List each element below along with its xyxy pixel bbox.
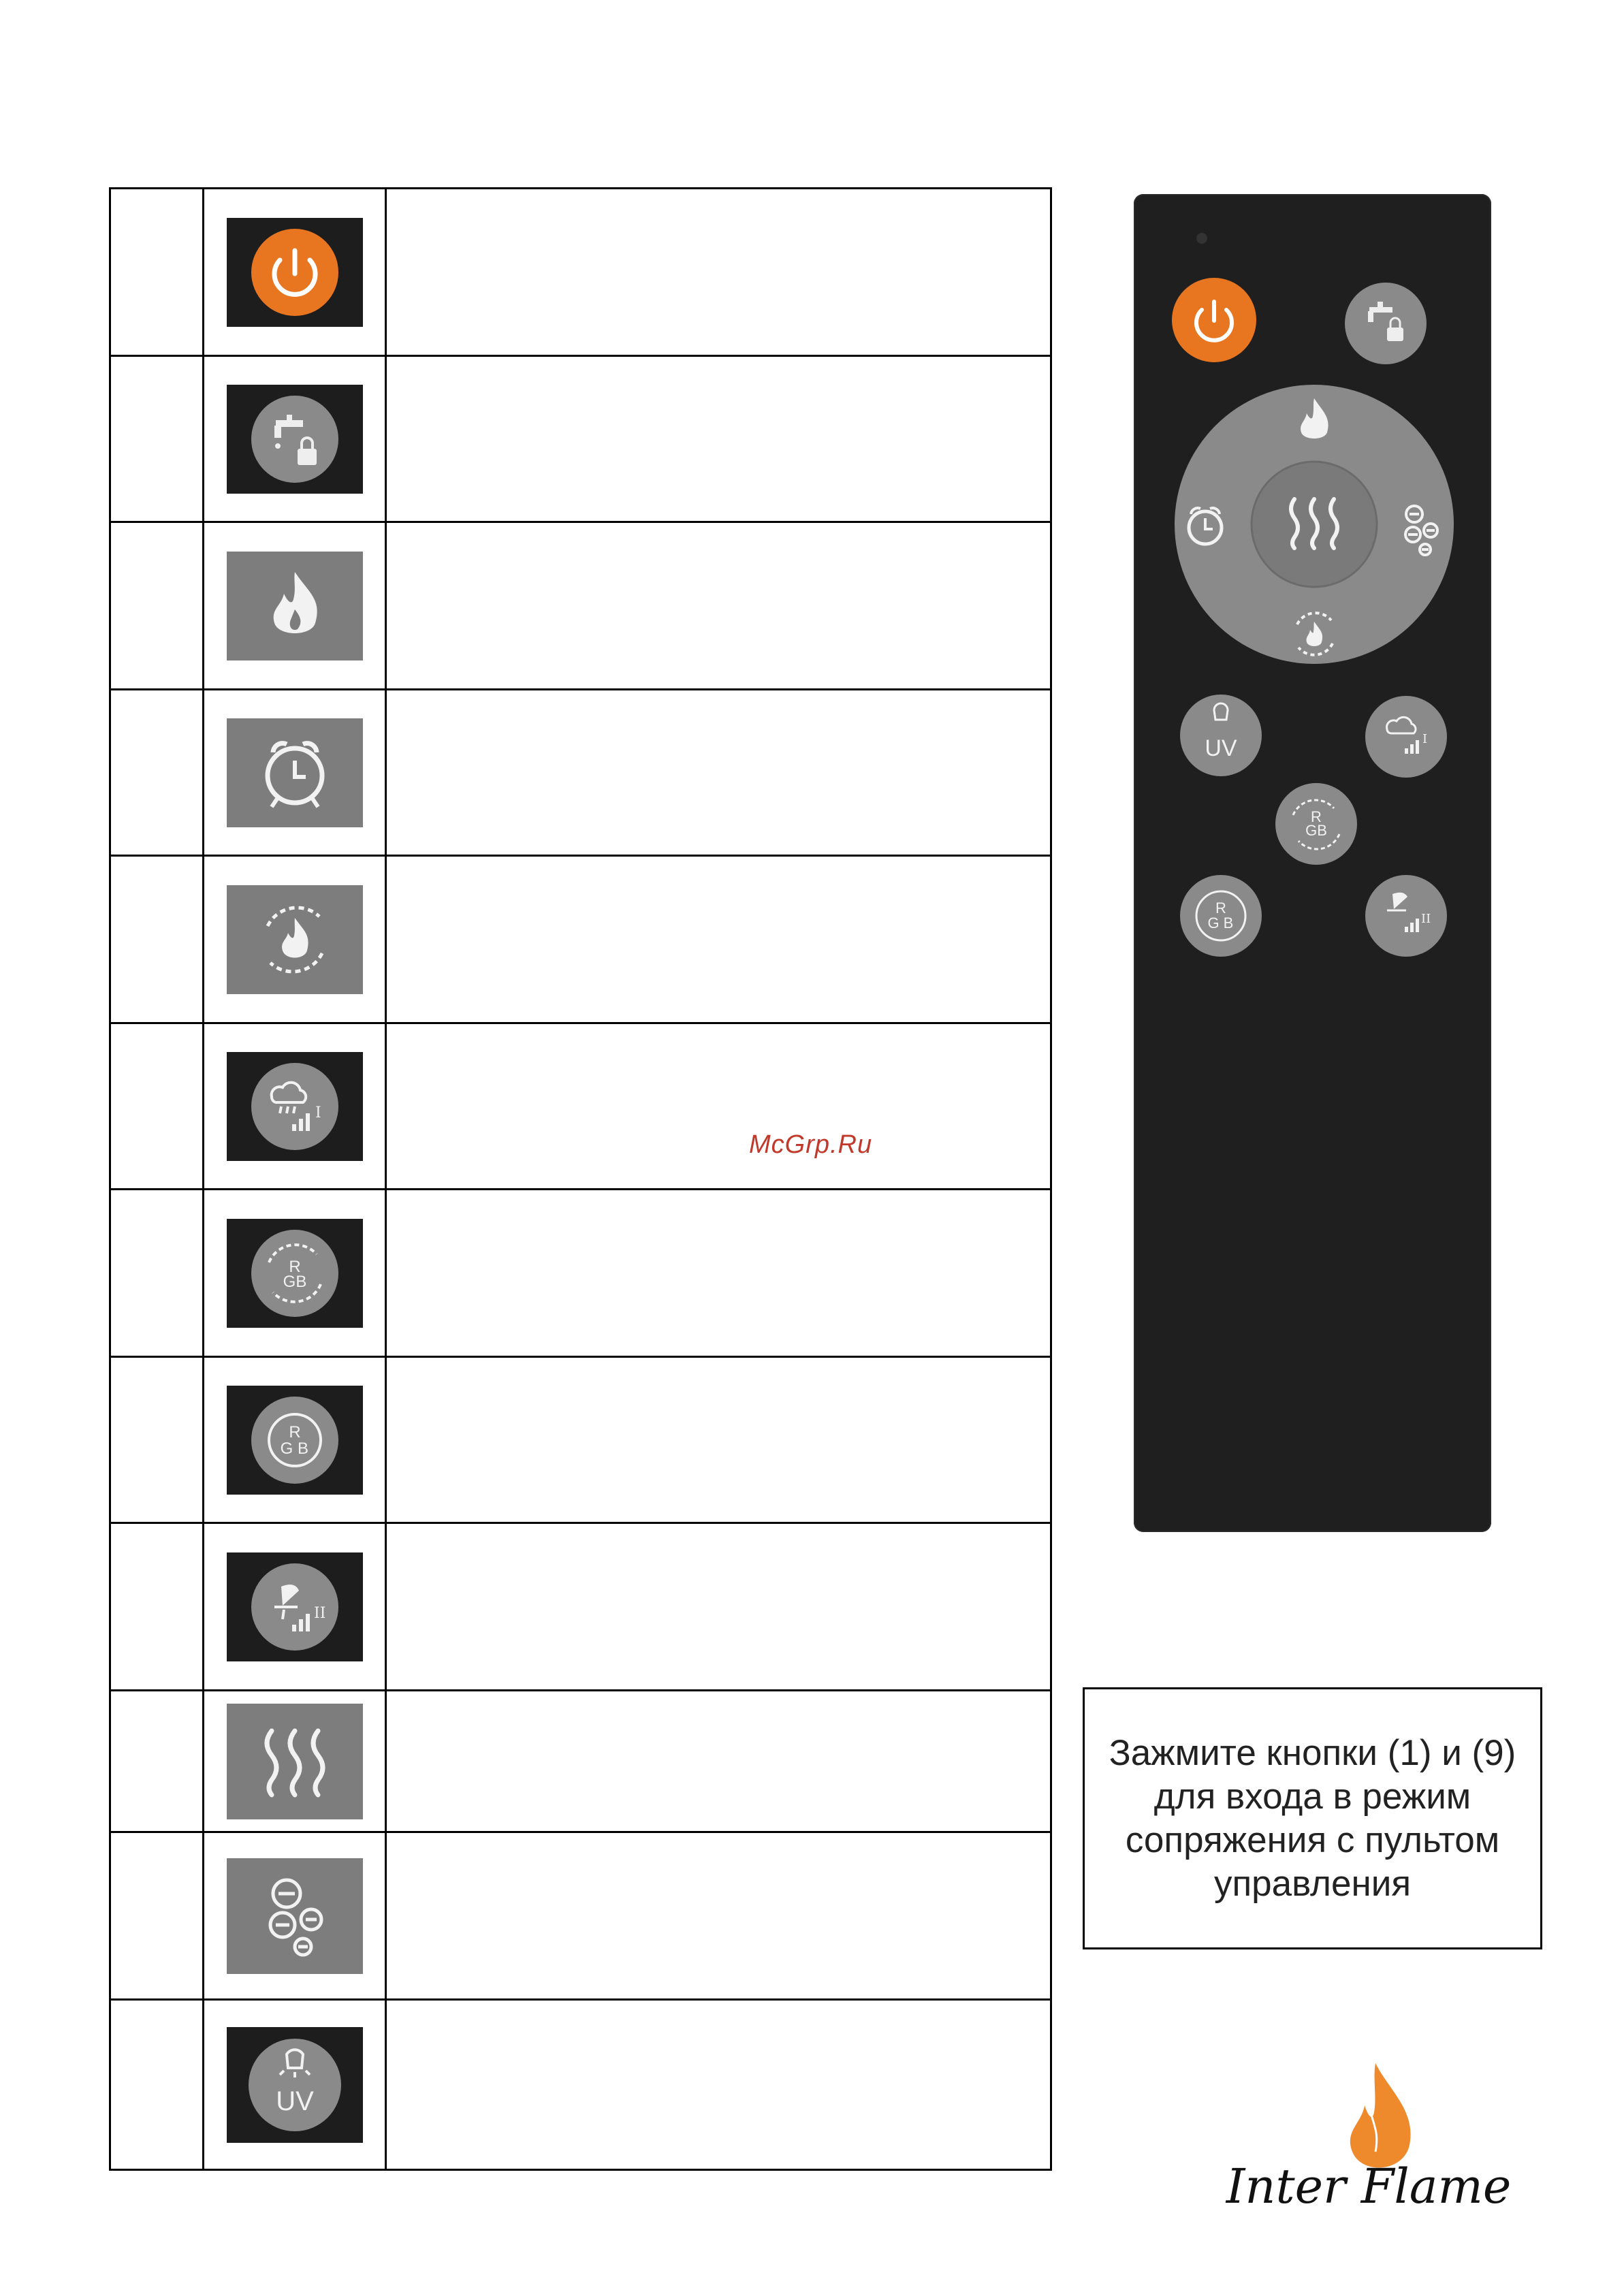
row-number: [110, 856, 204, 1023]
row-description: [386, 1691, 1051, 1832]
water-lock-icon: [227, 385, 363, 494]
rgb-cycle-icon: [227, 1219, 363, 1328]
pairing-info-text: Зажмите кнопки (1) и (9) для входа в режим сопряжения с пультом управления: [1109, 1732, 1516, 1904]
interflame-logo: [1219, 2063, 1518, 2227]
mist-level-1-icon: [227, 1052, 363, 1161]
table-row: [110, 522, 1051, 690]
table-row: [110, 2000, 1051, 2170]
mist-level-1-button[interactable]: [1365, 696, 1447, 778]
svg-text:B: B: [1223, 914, 1234, 931]
water-lock-button[interactable]: [1345, 283, 1427, 364]
row-number: [110, 690, 204, 856]
table-row: [110, 1691, 1051, 1832]
pairing-info-box: [1083, 1687, 1542, 1949]
row-description: [386, 2000, 1051, 2170]
row-number: [110, 356, 204, 522]
table-row: [110, 856, 1051, 1023]
power-icon: [227, 218, 363, 327]
row-number: [110, 189, 204, 356]
row-description: [386, 356, 1051, 522]
row-description: [386, 1832, 1051, 2000]
row-description: [386, 1023, 1051, 1190]
flame-cycle-icon: [227, 885, 363, 994]
svg-text:II: II: [313, 1604, 325, 1622]
row-description: [386, 690, 1051, 856]
row-number: [110, 1523, 204, 1691]
row-number: [110, 1691, 204, 1832]
svg-text:UV: UV: [1205, 735, 1237, 761]
svg-text:R: R: [1215, 899, 1226, 917]
row-description: [386, 522, 1051, 690]
row-description: [386, 856, 1051, 1023]
row-description: [386, 1357, 1051, 1523]
rgb-button[interactable]: [1180, 875, 1262, 957]
svg-text:R: R: [1311, 808, 1322, 825]
table-row: [110, 1523, 1051, 1691]
flame-icon: [227, 552, 363, 660]
remote-control: [1134, 194, 1491, 1532]
svg-text:B: B: [297, 1439, 308, 1458]
svg-text:R: R: [288, 1422, 301, 1441]
row-description: [386, 1523, 1051, 1691]
mist-level-2-button[interactable]: [1365, 875, 1447, 957]
svg-text:GB: GB: [283, 1272, 306, 1291]
logo-text: Inter Flame: [1226, 2158, 1512, 2214]
button-description-table: [109, 187, 1052, 2171]
svg-text:II: II: [1421, 912, 1431, 926]
uv-button[interactable]: [1180, 695, 1262, 776]
svg-text:G: G: [280, 1439, 293, 1458]
row-description: [386, 189, 1051, 356]
rgb-icon: [227, 1386, 363, 1495]
table-row: [110, 189, 1051, 356]
svg-text:R: R: [288, 1257, 301, 1276]
table-row: [110, 1832, 1051, 2000]
watermark: McGrp.Ru: [749, 1130, 873, 1159]
table-row: [110, 1357, 1051, 1523]
power-button[interactable]: [1172, 278, 1256, 362]
row-number: [110, 1357, 204, 1523]
heat-icon: [227, 1704, 363, 1819]
row-description: [386, 1190, 1051, 1357]
svg-text:I: I: [315, 1104, 321, 1121]
table-row: [110, 1190, 1051, 1357]
brightness-dots-icon: [227, 1858, 363, 1974]
svg-text:I: I: [1422, 732, 1428, 746]
table-row: [110, 356, 1051, 522]
svg-text:GB: GB: [1305, 822, 1327, 839]
row-number: [110, 2000, 204, 2170]
svg-text:G: G: [1207, 914, 1220, 931]
rgb-cycle-button[interactable]: [1275, 783, 1357, 865]
row-number: [110, 522, 204, 690]
row-number: [110, 1832, 204, 2000]
mist-level-2-icon: [227, 1552, 363, 1661]
table-row: [110, 1023, 1051, 1190]
row-number: [110, 1190, 204, 1357]
row-number: [110, 1023, 204, 1190]
svg-text:UV: UV: [275, 2086, 314, 2116]
alarm-clock-icon: [227, 718, 363, 827]
uv-light-icon: [227, 2027, 363, 2143]
table-row: [110, 690, 1051, 856]
